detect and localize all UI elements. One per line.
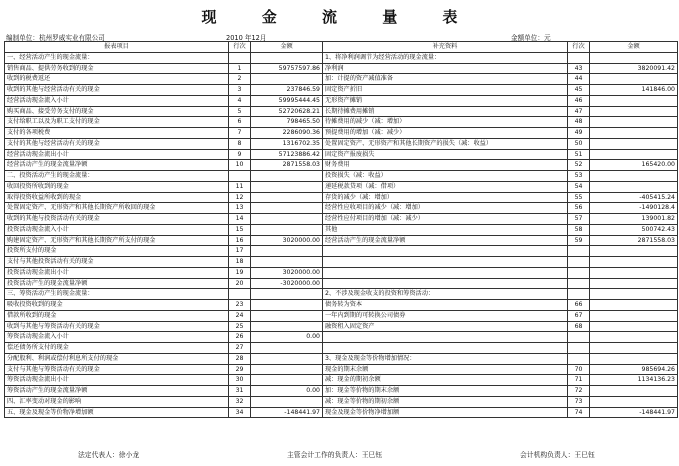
- line-number: 56: [568, 203, 590, 214]
- line-number: 52: [568, 160, 590, 171]
- line-number: 58: [568, 224, 590, 235]
- supplement-label: 2、不涉及现金收支的投资和筹资活动：: [323, 289, 568, 300]
- amount-value: -148441.97: [590, 407, 678, 418]
- table-row: [5, 246, 678, 257]
- table-row: [5, 386, 678, 397]
- table-row: [5, 214, 678, 225]
- item-label: 一、经营活动产生的现金流量：: [5, 52, 229, 63]
- table-row: [5, 310, 678, 321]
- amount-value: [251, 214, 323, 225]
- item-label: 五、现金及现金等价物净增加额: [5, 407, 229, 418]
- line-number: 10: [229, 160, 251, 171]
- amount-value: [590, 257, 678, 268]
- amount-value: [251, 310, 323, 321]
- amount-value: 139001.82: [590, 214, 678, 225]
- amount-value: [590, 74, 678, 85]
- header-line: 行次: [568, 42, 590, 53]
- supplement-label: 一年内到期的可转换公司债券: [323, 310, 568, 321]
- amount-value: [251, 192, 323, 203]
- amount-value: -148441.97: [251, 407, 323, 418]
- amount-value: 59757597.86: [251, 63, 323, 74]
- item-label: 吸收投资收到的现金: [5, 300, 229, 311]
- item-label: 支付给职工以及为职工支付的现金: [5, 117, 229, 128]
- amount-value: 985694.26: [590, 364, 678, 375]
- amount-value: 141846.00: [590, 85, 678, 96]
- table-row: [5, 192, 678, 203]
- amount-value: 2871558.03: [590, 235, 678, 246]
- amount-value: 500742.43: [590, 224, 678, 235]
- line-number: 24: [229, 310, 251, 321]
- line-number: 9: [229, 149, 251, 160]
- supplement-label: 预提费用的增加（减：减少）: [323, 128, 568, 139]
- line-number: 59: [568, 235, 590, 246]
- header-amount: 金额: [590, 42, 678, 53]
- line-number: 29: [229, 364, 251, 375]
- unit-label: 金额单位：元: [511, 34, 551, 42]
- line-number: 46: [568, 95, 590, 106]
- line-number: 74: [568, 407, 590, 418]
- amount-value: 2871558.03: [251, 160, 323, 171]
- item-label: 筹资活动现金流出小计: [5, 375, 229, 386]
- table-row: [5, 203, 678, 214]
- amount-value: [590, 300, 678, 311]
- supplement-label: 现金及现金等价物净增加额: [323, 407, 568, 418]
- amount-value: 0.00: [251, 332, 323, 343]
- line-number: [568, 246, 590, 257]
- line-number: 57: [568, 214, 590, 225]
- cash-flow-table: [4, 41, 678, 418]
- legal-representative: 法定代表人：徐小龙: [78, 451, 140, 459]
- line-number: 1: [229, 63, 251, 74]
- line-number: 30: [229, 375, 251, 386]
- line-number: 3: [229, 85, 251, 96]
- line-number: 13: [229, 203, 251, 214]
- amount-value: [590, 128, 678, 139]
- supplement-label: 长期待摊费用摊销: [323, 106, 568, 117]
- line-number: 2: [229, 74, 251, 85]
- item-label: 收到的其他与经营活动有关的现金: [5, 85, 229, 96]
- table-row: [5, 278, 678, 289]
- item-label: 支付的其他与经营活动有关的现金: [5, 138, 229, 149]
- supplement-label: 存货的减少（减：增加）: [323, 192, 568, 203]
- line-number: 28: [229, 353, 251, 364]
- line-number: [568, 257, 590, 268]
- line-number: 34: [229, 407, 251, 418]
- amount-value: [590, 149, 678, 160]
- amount-value: -405415.24: [590, 192, 678, 203]
- table-row: [5, 332, 678, 343]
- item-label: 借款所收到的现金: [5, 310, 229, 321]
- supplement-label: 固定资产折旧: [323, 85, 568, 96]
- item-label: 二、投资活动产生的现金流量：: [5, 171, 229, 182]
- line-number: 48: [568, 117, 590, 128]
- amount-value: [590, 343, 678, 354]
- line-number: [568, 332, 590, 343]
- supplement-label: [323, 343, 568, 354]
- table-row: [5, 289, 678, 300]
- table-row: [5, 160, 678, 171]
- amount-value: 2286090.36: [251, 128, 323, 139]
- line-number: 14: [229, 214, 251, 225]
- amount-value: [251, 353, 323, 364]
- amount-value: 59995444.45: [251, 95, 323, 106]
- line-number: 51: [568, 149, 590, 160]
- amount-value: [590, 267, 678, 278]
- line-number: [229, 289, 251, 300]
- amount-value: [251, 74, 323, 85]
- table-row: [5, 353, 678, 364]
- table-row: [5, 396, 678, 407]
- supplement-label: 债务转为资本: [323, 300, 568, 311]
- line-number: 7: [229, 128, 251, 139]
- supplement-label: 待摊费用的减少（减：增加）: [323, 117, 568, 128]
- line-number: [568, 353, 590, 364]
- line-number: 8: [229, 138, 251, 149]
- table-row: [5, 74, 678, 85]
- header-item: 报表项目: [5, 42, 229, 53]
- amount-value: 237846.59: [251, 85, 323, 96]
- supplement-label: 无形资产摊销: [323, 95, 568, 106]
- supplement-label: 处置固定资产、无形资产和其他长期资产的损失（减：收益）: [323, 138, 568, 149]
- line-number: 5: [229, 106, 251, 117]
- amount-value: [590, 386, 678, 397]
- amount-value: 0.00: [251, 386, 323, 397]
- line-number: 72: [568, 386, 590, 397]
- supplement-label: 减：现金的期初余额: [323, 375, 568, 386]
- table-row: [5, 267, 678, 278]
- line-number: 19: [229, 267, 251, 278]
- line-number: 71: [568, 375, 590, 386]
- company-label: 编制单位：杭州罗威实业有限公司: [6, 34, 105, 42]
- line-number: [568, 278, 590, 289]
- line-number: 32: [229, 396, 251, 407]
- line-number: 49: [568, 128, 590, 139]
- table-row: [5, 343, 678, 354]
- amount-value: 57123886.42: [251, 149, 323, 160]
- item-label: 销售商品、提供劳务收到的现金: [5, 63, 229, 74]
- item-label: 收到的其他与投资活动有关的现金: [5, 214, 229, 225]
- item-label: 投资所支付的现金: [5, 246, 229, 257]
- item-label: 三、筹资活动产生的现金流量：: [5, 289, 229, 300]
- supplement-label: 经营性应付项目的增加（减：减少）: [323, 214, 568, 225]
- table-row: [5, 235, 678, 246]
- amount-value: [251, 224, 323, 235]
- table-row: [5, 63, 678, 74]
- item-label: 支付的各项税费: [5, 128, 229, 139]
- line-number: 11: [229, 181, 251, 192]
- amount-value: [251, 364, 323, 375]
- line-number: 53: [568, 171, 590, 182]
- line-number: 12: [229, 192, 251, 203]
- item-label: 收回投资所收到的现金: [5, 181, 229, 192]
- table-row: [5, 117, 678, 128]
- amount-value: 1134136.23: [590, 375, 678, 386]
- line-number: 44: [568, 74, 590, 85]
- line-number: 18: [229, 257, 251, 268]
- supplement-label: 经营活动产生的现金流量净额: [323, 235, 568, 246]
- line-number: 4: [229, 95, 251, 106]
- item-label: 经营活动现金流入小计: [5, 95, 229, 106]
- line-number: 26: [229, 332, 251, 343]
- line-number: 27: [229, 343, 251, 354]
- amount-value: [251, 343, 323, 354]
- table-row: [5, 257, 678, 268]
- header-supplement: 补充资料: [323, 42, 568, 53]
- line-number: 43: [568, 63, 590, 74]
- line-number: 17: [229, 246, 251, 257]
- header-row: [5, 42, 678, 53]
- amount-value: [590, 353, 678, 364]
- amount-value: [251, 181, 323, 192]
- amount-value: [590, 52, 678, 63]
- line-number: 54: [568, 181, 590, 192]
- amount-value: [590, 278, 678, 289]
- supplement-label: 投资损失（减：收益）: [323, 171, 568, 182]
- line-number: 25: [229, 321, 251, 332]
- item-label: 经营活动现金流出小计: [5, 149, 229, 160]
- line-number: 47: [568, 106, 590, 117]
- line-number: 15: [229, 224, 251, 235]
- amount-value: -3020000.00: [251, 278, 323, 289]
- line-number: 50: [568, 138, 590, 149]
- table-row: [5, 52, 678, 63]
- item-label: 投资活动现金流出小计: [5, 267, 229, 278]
- amount-value: [590, 310, 678, 321]
- supplement-label: 其他: [323, 224, 568, 235]
- amount-value: [590, 246, 678, 257]
- item-label: 支付与其他投资活动有关的现金: [5, 257, 229, 268]
- amount-value: [251, 246, 323, 257]
- amount-value: [590, 106, 678, 117]
- line-number: [568, 289, 590, 300]
- amount-value: [590, 181, 678, 192]
- table-row: [5, 128, 678, 139]
- amount-value: [251, 375, 323, 386]
- line-number: 67: [568, 310, 590, 321]
- item-label: 处置固定资产、无形资产和其他长期资产所收回的现金: [5, 203, 229, 214]
- amount-value: [251, 52, 323, 63]
- table-row: [5, 149, 678, 160]
- amount-value: [590, 332, 678, 343]
- header-line: 行次: [229, 42, 251, 53]
- amount-value: [590, 138, 678, 149]
- supplement-label: 财务费用: [323, 160, 568, 171]
- item-label: 支付与其他与筹资活动有关的现金: [5, 364, 229, 375]
- table-row: [5, 364, 678, 375]
- item-label: 购买商品、接受劳务支付的现金: [5, 106, 229, 117]
- table-row: [5, 181, 678, 192]
- item-label: 分配股利、利润或偿付利息所支付的现金: [5, 353, 229, 364]
- amount-value: 798465.50: [251, 117, 323, 128]
- line-number: 6: [229, 117, 251, 128]
- table-row: [5, 138, 678, 149]
- table-row: [5, 224, 678, 235]
- amount-value: 3820091.42: [590, 63, 678, 74]
- supplement-label: [323, 278, 568, 289]
- amount-value: -1490128.4: [590, 203, 678, 214]
- amount-value: 1316702.35: [251, 138, 323, 149]
- line-number: [568, 343, 590, 354]
- supplement-label: 1、将净利润调节为经营活动的现金流量：: [323, 52, 568, 63]
- line-number: [568, 267, 590, 278]
- page-title: 现 金 流 量 表: [201, 8, 478, 26]
- amount-value: [590, 321, 678, 332]
- amount-value: [590, 171, 678, 182]
- supplement-label: [323, 257, 568, 268]
- period-label: 2010 年12月: [226, 34, 267, 42]
- supplement-label: [323, 267, 568, 278]
- line-number: [229, 171, 251, 182]
- amount-value: [251, 300, 323, 311]
- amount-value: 52720628.21: [251, 106, 323, 117]
- amount-value: [251, 321, 323, 332]
- line-number: 68: [568, 321, 590, 332]
- table-row: [5, 321, 678, 332]
- supplement-label: 固定资产报废损失: [323, 149, 568, 160]
- supplement-label: 减：现金等价物的期初余额: [323, 396, 568, 407]
- supplement-label: 3、现金及现金等价物增加情况：: [323, 353, 568, 364]
- item-label: 购建固定资产、无形资产和其他长期资产所支付的现金: [5, 235, 229, 246]
- item-label: 四、汇率变动对现金的影响: [5, 396, 229, 407]
- item-label: 取得投资收益所收到的现金: [5, 192, 229, 203]
- supplement-label: 净利润: [323, 63, 568, 74]
- item-label: 筹资活动产生的现金流量净额: [5, 386, 229, 397]
- line-number: 55: [568, 192, 590, 203]
- table-row: [5, 85, 678, 96]
- header-amount: 金额: [251, 42, 323, 53]
- table-row: [5, 407, 678, 418]
- supplement-label: [323, 332, 568, 343]
- amount-value: [251, 396, 323, 407]
- supplement-label: 融资租入固定资产: [323, 321, 568, 332]
- table-row: [5, 300, 678, 311]
- table-row: [5, 106, 678, 117]
- amount-value: [251, 289, 323, 300]
- line-number: 73: [568, 396, 590, 407]
- supplement-label: 加：现金等价物的期末余额: [323, 386, 568, 397]
- line-number: 31: [229, 386, 251, 397]
- amount-value: [590, 95, 678, 106]
- line-number: [229, 52, 251, 63]
- amount-value: [590, 396, 678, 407]
- supplement-label: [323, 246, 568, 257]
- line-number: [568, 52, 590, 63]
- item-label: 偿还债务所支付的现金: [5, 343, 229, 354]
- amount-value: [590, 289, 678, 300]
- accounting-supervisor: 主管会计工作的负责人：王巳钰: [287, 451, 383, 459]
- line-number: 16: [229, 235, 251, 246]
- line-number: 23: [229, 300, 251, 311]
- table-row: [5, 95, 678, 106]
- line-number: 66: [568, 300, 590, 311]
- amount-value: 165420.00: [590, 160, 678, 171]
- amount-value: [251, 171, 323, 182]
- line-number: 20: [229, 278, 251, 289]
- item-label: 投资活动现金流入小计: [5, 224, 229, 235]
- amount-value: [251, 203, 323, 214]
- item-label: 收到的税费返还: [5, 74, 229, 85]
- amount-value: 3020000.00: [251, 267, 323, 278]
- supplement-label: 现金的期末余额: [323, 364, 568, 375]
- line-number: 45: [568, 85, 590, 96]
- table-row: [5, 171, 678, 182]
- amount-value: [590, 117, 678, 128]
- supplement-label: 递延税款贷项（减：借项）: [323, 181, 568, 192]
- supplement-label: 经营性应收项目的减少（减：增加）: [323, 203, 568, 214]
- item-label: 筹资活动现金流入小计: [5, 332, 229, 343]
- amount-value: 3020000.00: [251, 235, 323, 246]
- amount-value: [251, 257, 323, 268]
- item-label: 收到与其他与筹资活动有关的现金: [5, 321, 229, 332]
- table-row: [5, 375, 678, 386]
- item-label: 经营活动产生的现金流量净额: [5, 160, 229, 171]
- accounting-dept-head: 会计机构负责人：王巳钰: [520, 451, 595, 459]
- item-label: 投资活动产生的现金流量净额: [5, 278, 229, 289]
- line-number: 70: [568, 364, 590, 375]
- supplement-label: 加：计提的资产减值准备: [323, 74, 568, 85]
